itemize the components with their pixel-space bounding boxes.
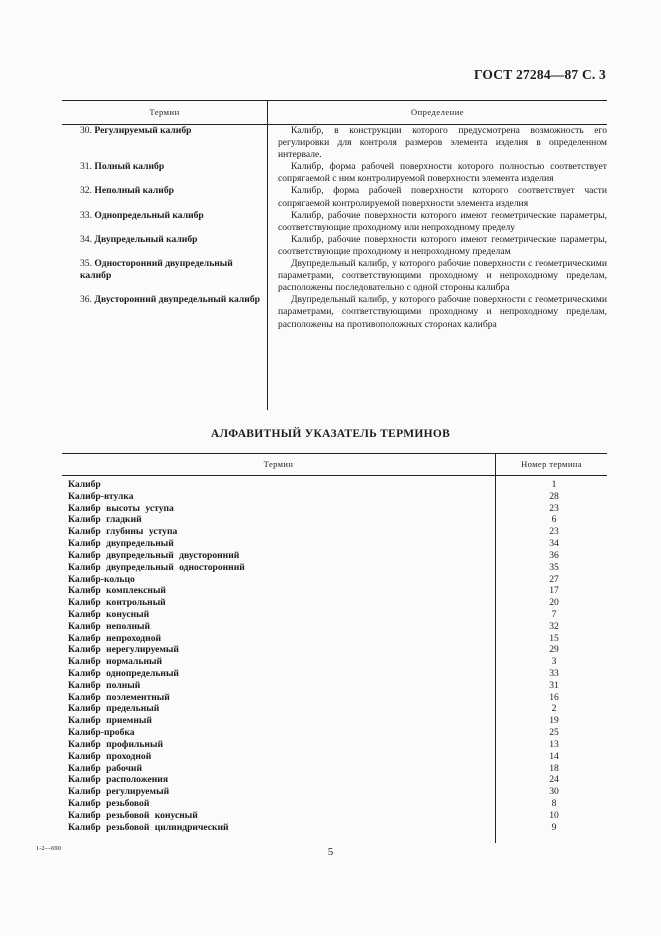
index-row <box>62 574 607 586</box>
index-row <box>62 715 607 727</box>
index-term: Калибр проходной <box>68 750 152 762</box>
index-term: Калибр рабочий <box>68 762 142 774</box>
index-row <box>62 585 607 597</box>
term-cell <box>62 210 267 234</box>
definition-cell: Калибр, форма рабочей поверхности которого соответствует части сопрягаемой контролируемой поверхности элемента изделия <box>278 185 607 209</box>
term-number: 35. <box>80 258 92 270</box>
term-number: 36. <box>80 294 92 306</box>
index-term-number: 20 <box>549 597 559 609</box>
table-row <box>62 294 607 330</box>
index-row <box>62 786 607 798</box>
index-term-number: 2 <box>551 703 557 715</box>
term-cell <box>62 125 267 161</box>
index-term: Калибр полный <box>68 679 141 691</box>
index-term-number: 25 <box>549 727 559 739</box>
index-term: Калибр-втулка <box>68 490 134 502</box>
index-title: АЛФАВИТНЫЙ УКАЗАТЕЛЬ ТЕРМИНОВ <box>210 428 451 440</box>
column-header-definition: Определение <box>410 107 465 117</box>
print-code: 1-2—690 <box>36 845 61 852</box>
index-row <box>62 763 607 775</box>
index-term-number: 14 <box>549 750 559 762</box>
index-row <box>62 633 607 645</box>
index-term: Калибр нерегулируемый <box>68 644 179 656</box>
index-term-number: 23 <box>549 502 559 514</box>
definition-cell: Калибр, рабочие поверхности которого имеют геометрические параметры, соответствующие проходному и непроходному пределам <box>278 233 607 257</box>
definitions-table <box>62 100 607 331</box>
index-row <box>62 692 607 704</box>
index-term: Калибр поэлементный <box>68 691 170 703</box>
index-term-number: 29 <box>549 644 559 656</box>
term-number: 34. <box>80 233 92 245</box>
document-header: ГОСТ 27284—87 С. 3 <box>473 67 606 82</box>
table-row <box>62 258 607 294</box>
column-header-term-number: Номер термина <box>521 459 582 469</box>
term-cell <box>62 185 267 209</box>
index-row <box>62 751 607 763</box>
term-name: Полный калибр <box>94 161 165 173</box>
index-term: Калибр конусный <box>68 608 150 620</box>
definition-cell: Двупредельный калибр, у которого рабочие поверхности с геометрическими параметрами, соответствующими проходному и непроходному пределам, расположены последовательно с одной стороны калибра <box>278 258 607 294</box>
index-row <box>62 822 607 834</box>
index-row <box>62 739 607 751</box>
index-term: Калибр неполный <box>68 620 151 632</box>
index-row <box>62 703 607 715</box>
index-row <box>62 810 607 822</box>
index-row <box>62 680 607 692</box>
index-term: Калибр высоты уступа <box>68 502 174 514</box>
table-row <box>62 210 607 234</box>
index-table-body <box>62 476 607 833</box>
index-term-number: 6 <box>551 514 557 526</box>
index-term: Калибр контрольный <box>68 597 166 609</box>
index-term-number: 28 <box>549 490 559 502</box>
index-term-number: 3 <box>551 656 557 668</box>
term-name: Односторонний двупредельный калибр <box>80 258 233 282</box>
definitions-table-body <box>62 125 607 331</box>
table-row <box>62 234 607 258</box>
index-row <box>62 597 607 609</box>
term-number: 31. <box>80 161 92 173</box>
index-term-number: 8 <box>551 797 557 809</box>
table-row <box>62 125 607 161</box>
index-term-number: 17 <box>549 585 559 597</box>
term-number: 32. <box>80 185 92 197</box>
term-name: Двусторонний двупредельный калибр <box>94 294 260 306</box>
term-cell <box>62 258 267 294</box>
table-row <box>62 161 607 185</box>
index-row <box>62 774 607 786</box>
index-term-number: 1 <box>551 479 557 490</box>
index-term-number: 32 <box>549 620 559 632</box>
index-term-number: 35 <box>549 561 559 573</box>
index-term: Калибр непроходной <box>68 632 162 644</box>
index-row <box>62 538 607 550</box>
index-term: Калибр однопредельный <box>68 668 179 679</box>
index-row <box>62 727 607 739</box>
index-term-number: 15 <box>549 632 559 644</box>
index-term: Калибр глубины уступа <box>68 526 178 538</box>
index-term-number: 27 <box>549 573 559 585</box>
index-term: Калибр регулируемый <box>68 786 170 798</box>
term-number: 30. <box>80 125 92 136</box>
index-term-number: 18 <box>549 762 559 774</box>
index-row <box>62 514 607 526</box>
index-term-number: 13 <box>549 738 559 750</box>
index-term-number: 24 <box>549 774 559 786</box>
index-term: Калибр резьбовой конусный <box>68 809 198 821</box>
term-cell <box>62 294 267 330</box>
index-row <box>62 479 607 491</box>
definition-cell: Калибр, рабочие поверхности которого имеют геометрические параметры, соответствующие проходному или непроходному пределу <box>278 209 607 233</box>
term-name: Регулируемый калибр <box>94 125 192 136</box>
index-term: Калибр расположения <box>68 774 169 786</box>
column-header-term: Термин <box>62 454 496 475</box>
index-term: Калибр-пробка <box>68 727 135 739</box>
index-term: Калибр профильный <box>68 738 163 750</box>
index-term: Калибр резьбовой цилиндрический <box>68 821 229 833</box>
term-name: Неполный калибр <box>94 185 174 197</box>
index-row <box>62 644 607 656</box>
index-term: Калибр приемный <box>68 715 152 727</box>
term-name: Двупредельный калибр <box>94 233 198 245</box>
index-row <box>62 609 607 621</box>
definition-cell: Калибр, в конструкции которого предусмотрена возможность его регулировки для контроля размеров элемента изделия в определенном интервале. <box>278 125 607 161</box>
index-term-number: 33 <box>549 668 559 679</box>
index-term-number: 16 <box>549 691 559 703</box>
column-divider <box>267 125 268 410</box>
index-row <box>62 668 607 680</box>
index-row <box>62 798 607 810</box>
index-term: Калибр <box>68 479 101 490</box>
column-divider <box>495 476 496 843</box>
index-term: Калибр двупредельный двусторонний <box>68 549 240 561</box>
index-row <box>62 550 607 562</box>
index-row <box>62 562 607 574</box>
index-row <box>62 491 607 503</box>
index-term-number: 31 <box>549 679 559 691</box>
index-row <box>62 526 607 538</box>
index-term-number: 34 <box>549 538 559 550</box>
column-header-term: Термин <box>62 101 268 124</box>
term-cell <box>62 161 267 185</box>
index-term-number: 23 <box>549 526 559 538</box>
page-number: 5 <box>327 846 334 858</box>
index-table <box>62 453 607 833</box>
index-term-number: 7 <box>551 608 557 620</box>
term-number: 33. <box>80 209 92 221</box>
index-term-number: 10 <box>549 809 559 821</box>
index-term: Калибр резьбовой <box>68 797 150 809</box>
index-term: Калибр нормальный <box>68 656 163 668</box>
index-term: Калибр гладкий <box>68 514 142 526</box>
index-term: Калибр двупредельный односторонний <box>68 561 245 573</box>
index-row <box>62 656 607 668</box>
definition-cell: Двупредельный калибр, у которого рабочие поверхности с геометрическими параметрами, соответствующими проходному и непроходному пределам, расположены на противоположных сторонах калибра <box>278 294 607 330</box>
table-row <box>62 185 607 209</box>
index-term: Калибр двупредельный <box>68 538 174 550</box>
index-row <box>62 503 607 515</box>
index-table-header <box>62 454 607 476</box>
definition-cell: Калибр, форма рабочей поверхности которого полностью соответствует сопрягаемой с ним контролируемой поверхности элемента изделия <box>278 161 607 185</box>
index-term-number: 36 <box>549 549 559 561</box>
definitions-table-header <box>62 101 607 125</box>
term-name: Однопредельный калибр <box>94 209 204 221</box>
index-term-number: 9 <box>551 821 557 833</box>
index-term: Калибр-кольцо <box>68 573 135 585</box>
index-term-number: 30 <box>549 786 559 798</box>
index-term: Калибр предельный <box>68 703 160 715</box>
term-cell <box>62 234 267 258</box>
index-term-number: 19 <box>549 715 559 727</box>
index-row <box>62 621 607 633</box>
index-term: Калибр комплексный <box>68 585 166 597</box>
